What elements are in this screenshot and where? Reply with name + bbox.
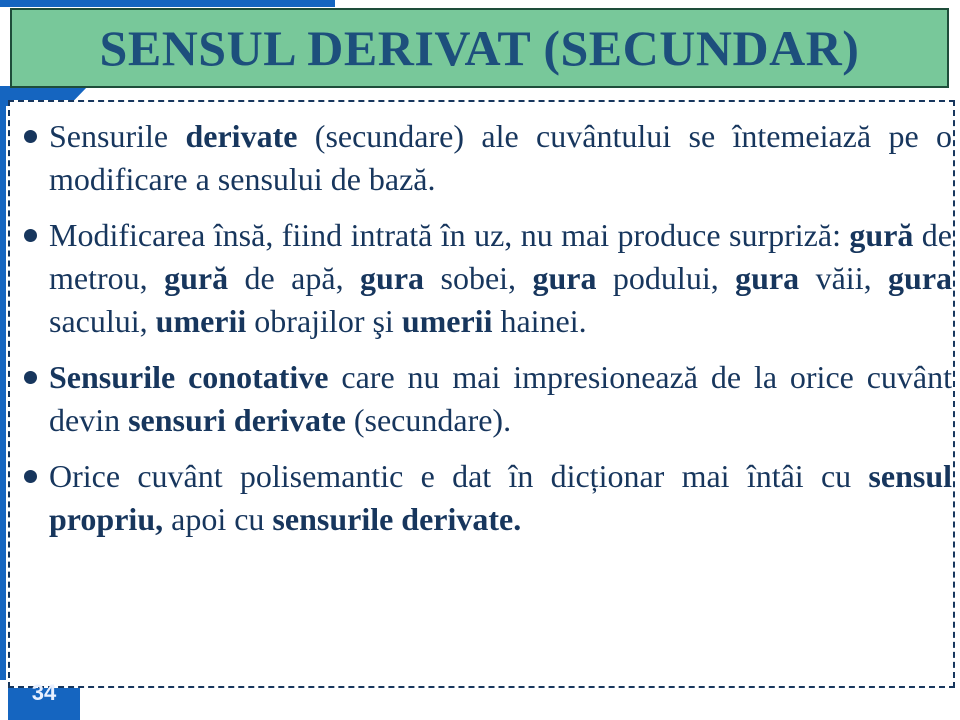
body-text: Modificarea însă, fiind intrată în uz, nu mai produce surpriză: bbox=[49, 217, 850, 253]
body-text: Sensurile bbox=[49, 118, 186, 154]
bold-text: gura bbox=[735, 260, 800, 296]
bold-text: gura bbox=[532, 260, 597, 296]
bullet-list bbox=[16, 115, 952, 554]
bold-text: umerii bbox=[401, 303, 493, 339]
bullet-dot-icon bbox=[24, 470, 37, 483]
body-text: (secundare) ale cuvântului se întemeiază pe o modificare a sensului de bază. bbox=[49, 118, 953, 197]
body-text: Orice cuvânt polisemantic e dat în dicționar mai întâi cu bbox=[49, 458, 869, 494]
body-text: sacului, bbox=[49, 303, 156, 339]
body-text: văii, bbox=[799, 260, 889, 296]
slide-title: SENSUL DERIVAT (SECUNDAR) bbox=[99, 20, 860, 76]
bold-text: derivate bbox=[185, 118, 298, 154]
bold-text: sensuri derivate bbox=[128, 402, 346, 438]
bold-text: gura bbox=[888, 260, 953, 296]
body-text: (secundare). bbox=[345, 402, 512, 438]
bold-text: gura bbox=[360, 260, 425, 296]
body-text: de metrou, bbox=[49, 217, 953, 296]
body-text: podului, bbox=[596, 260, 736, 296]
bullet-item bbox=[16, 115, 952, 201]
body-text: hainei. bbox=[492, 303, 587, 339]
bullet-item bbox=[16, 214, 952, 343]
body-text: obrajilor şi bbox=[246, 303, 402, 339]
content-box bbox=[8, 100, 955, 688]
bold-text: Sensurile conotative bbox=[49, 359, 329, 395]
body-text: de apă, bbox=[228, 260, 361, 296]
body-text: apoi cu bbox=[163, 501, 273, 537]
top-accent-strip bbox=[0, 0, 335, 7]
bold-text: umerii bbox=[155, 303, 247, 339]
bullet-dot-icon bbox=[24, 229, 37, 242]
page-number: 34 bbox=[31, 680, 57, 705]
bold-text: gură bbox=[849, 217, 914, 253]
title-banner bbox=[10, 8, 949, 88]
bold-text: sensul propriu, bbox=[49, 458, 952, 537]
bullet-item bbox=[16, 455, 952, 541]
left-accent-bar bbox=[0, 100, 6, 680]
bold-text: gură bbox=[164, 260, 229, 296]
bold-text: sensurile derivate. bbox=[272, 501, 522, 537]
body-text: sobei, bbox=[424, 260, 533, 296]
bullet-dot-icon bbox=[24, 130, 37, 143]
bullet-item bbox=[16, 356, 952, 442]
body-text: care nu mai impresionează de la orice cuvânt devin bbox=[49, 359, 953, 438]
bullet-dot-icon bbox=[24, 371, 37, 384]
